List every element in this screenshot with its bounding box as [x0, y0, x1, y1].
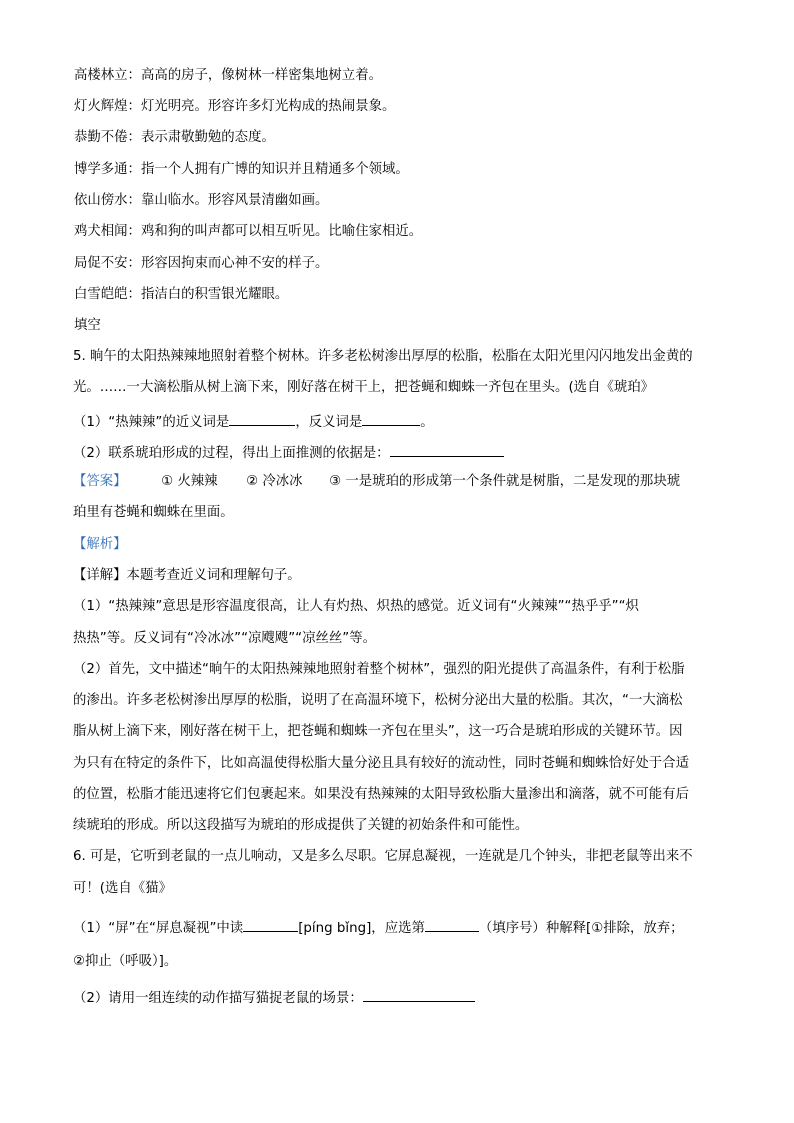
analysis-tag: 【解析】 — [73, 537, 127, 552]
answer-blank[interactable] — [425, 916, 479, 932]
question-5-sub-1 — [73, 410, 434, 430]
explanation-line: 的位置，松脂才能迅速将它们包裹起来。如果没有热辣辣的太阳导致松脂大量渗出和滴落，就不可能有后 — [73, 787, 689, 802]
answer-line-cont: 珀里有苍蝇和蜘蛛在里面。 — [73, 505, 234, 520]
answer-blank[interactable] — [390, 441, 504, 457]
answer-blank[interactable] — [229, 410, 295, 426]
answer-line — [73, 472, 680, 492]
explanation-line: 续琥珀的形成。所以这段描写为琥珀的形成提供了关键的初始条件和可能性。 — [73, 818, 529, 833]
detail-line: 【详解】本题考查近义词和理解句子。 — [73, 568, 301, 583]
vocab-line: 博学多通：指一个人拥有广博的知识并且精通多个领域。 — [74, 162, 409, 177]
answer-blank[interactable] — [363, 986, 475, 1002]
explanation-line: （1）“热辣辣”意思是形容温度很高，让人有灼热、炽热的感觉。近义词有“火辣辣”“热乎乎”“炽 — [73, 599, 639, 614]
q6-sub2-prompt: （2）请用一组连续的动作描写猫捉老鼠的场景： — [73, 991, 363, 1006]
answer-number-2: ② — [246, 474, 259, 489]
q5-sub2-prompt: （2）联系琥珀形成的过程，得出上面推测的依据是： — [73, 446, 390, 461]
vocab-line: 恭勤不倦：表示肃敬勤勉的态度。 — [74, 130, 275, 145]
answer-number-3: ③ — [329, 474, 342, 489]
q5-sub1-prompt: （1）“热辣辣”的近义词是 — [73, 415, 230, 430]
section-title: 填空 — [74, 318, 101, 333]
explanation-line: 的渗出。许多老松树渗出厚厚的松脂，说明了在高温环境下，松树分泌出大量的松脂。其次，“一大滴松 — [73, 693, 683, 708]
answer-blank[interactable] — [362, 410, 420, 426]
question-6-sub-1 — [73, 916, 684, 936]
question-5-text: 光。……一大滴松脂从树上滴下来，刚好落在树干上，把苍蝇和蜘蛛一齐包在里头。(选自《琥珀》 — [73, 380, 655, 395]
q6-sub1-end: （填序号）种解释[①排除，放弃； — [478, 921, 684, 936]
question-6-text: 可！(选自《猫》 — [73, 881, 172, 896]
vocab-line: 高楼林立：高高的房子，像树林一样密集地树立着。 — [74, 68, 382, 83]
answer-tag: 【答案】 — [73, 474, 127, 489]
question-5-text: 5. 晌午的太阳热辣辣地照射着整个树林。许多老松树渗出厚厚的松脂，松脂在太阳光里闪闪地发出金黄的 — [73, 349, 693, 364]
vocab-line: 局促不安：形容因拘束而心神不安的样子。 — [74, 256, 329, 271]
answer-3: 一是琥珀的形成第一个条件就是树脂，二是发现的那块琥 — [345, 474, 681, 489]
answer-number-1: ① — [161, 474, 174, 489]
vocab-line: 鸡犬相闻：鸡和狗的叫声都可以相互听见。比喻住家相近。 — [74, 224, 423, 239]
question-6-sub-2 — [73, 986, 475, 1006]
vocab-line: 依山傍水：靠山临水。形容风景清幽如画。 — [74, 193, 329, 208]
answer-1: 火辣辣 — [177, 474, 218, 489]
answer-blank[interactable] — [243, 916, 298, 932]
question-6-text: 6. 可是，它听到老鼠的一点儿响动，又是多么尽职。它屏息凝视，一连就是几个钟头，非把老鼠等出来不 — [73, 849, 693, 864]
q5-sub1-end: 。 — [420, 415, 434, 430]
question-6-sub-1-cont: ②抑止（呼吸）]。 — [73, 954, 178, 969]
explanation-line: （2）首先，文中描述“晌午的太阳热辣辣地照射着整个树林”，强烈的阳光提供了高温条件，有利于松脂 — [73, 662, 685, 677]
vocab-line: 白雪皑皑：指洁白的积雪银光耀眼。 — [74, 287, 289, 302]
question-5-sub-2 — [73, 441, 504, 461]
q6-sub1-prompt: （1）“屏”在“屏息凝视”中读 — [73, 921, 244, 936]
explanation-line: 为只有在特定的条件下，比如高温使得松脂大量分泌且具有较好的流动性，同时苍蝇和蜘蛛恰好处于合适 — [73, 756, 689, 771]
q6-sub1-mid: [píng bǐng]，应选第 — [298, 921, 425, 936]
q5-sub1-mid: ，反义词是 — [295, 415, 363, 430]
answer-2: 冷冰冰 — [262, 474, 303, 489]
explanation-line: 热热”等。反义词有“冷冰冰”“凉飕飕”“凉丝丝”等。 — [73, 631, 376, 646]
vocab-line: 灯火辉煌：灯光明亮。形容许多灯光构成的热闹景象。 — [74, 99, 396, 114]
explanation-line: 脂从树上滴下来，刚好落在树干上，把苍蝇和蜘蛛一齐包在里头”，这一巧合是琥珀形成的关键环节。因 — [73, 724, 683, 739]
